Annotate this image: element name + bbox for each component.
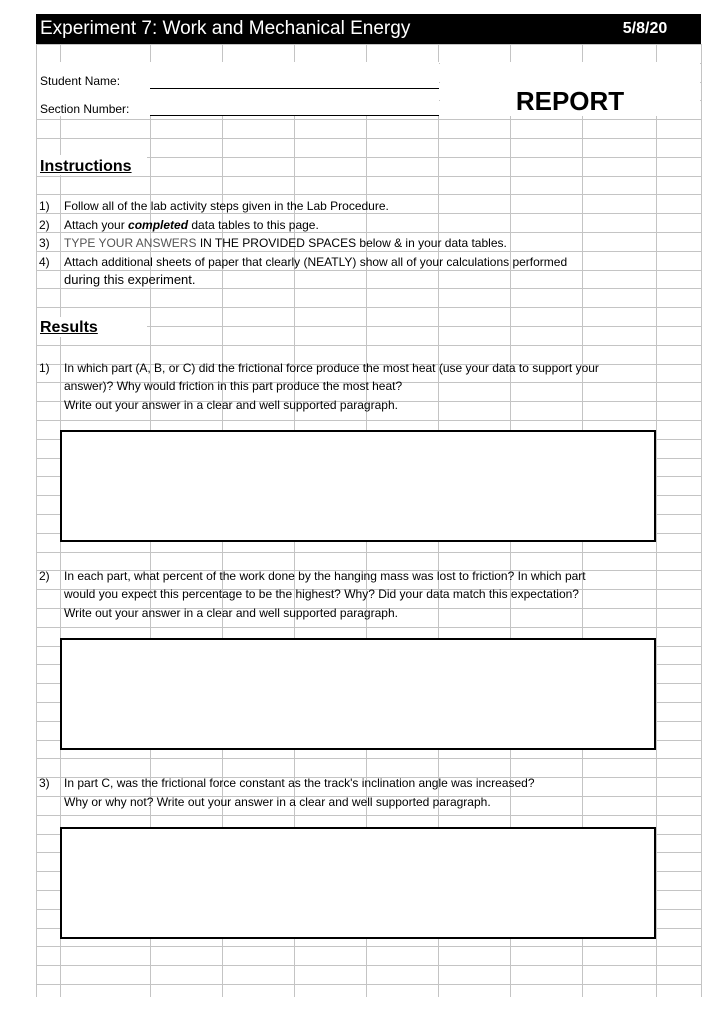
answer-box-3[interactable] bbox=[60, 827, 656, 939]
instruction-number: 3) bbox=[39, 236, 50, 250]
question-text: would you expect this percentage to be the highest? Why? Did your data match this expectation? bbox=[64, 587, 579, 601]
student-name-label: Student Name: bbox=[40, 74, 121, 88]
section-number-label: Section Number: bbox=[40, 102, 130, 116]
instruction-text-continued: during this experiment. bbox=[64, 272, 196, 287]
report-date: 5/8/20 bbox=[622, 20, 668, 37]
question-text: In part C, was the frictional force constant as the track's inclination angle was increased? bbox=[64, 776, 535, 790]
question-number: 1) bbox=[39, 361, 50, 375]
question-text: Write out your answer in a clear and well supported paragraph. bbox=[64, 606, 398, 620]
student-name-field[interactable] bbox=[150, 88, 439, 89]
instruction-text: TYPE YOUR ANSWERS IN THE PROVIDED SPACES below & in your data tables. bbox=[64, 236, 507, 250]
results-heading: Results bbox=[40, 319, 98, 336]
question-number: 2) bbox=[39, 569, 50, 583]
answer-box-2[interactable] bbox=[60, 638, 656, 750]
question-text: Write out your answer in a clear and well supported paragraph. bbox=[64, 398, 398, 412]
report-label: REPORT bbox=[515, 86, 625, 116]
question-text: Why or why not? Write out your answer in a clear and well supported paragraph. bbox=[64, 795, 491, 809]
section-number-field[interactable] bbox=[150, 115, 439, 116]
question-number: 3) bbox=[39, 776, 50, 790]
answer-box-1[interactable] bbox=[60, 430, 656, 542]
instruction-number: 2) bbox=[39, 218, 50, 232]
instruction-text: Follow all of the lab activity steps given in the Lab Procedure. bbox=[64, 199, 389, 213]
page-title: Experiment 7: Work and Mechanical Energy bbox=[40, 18, 411, 39]
question-text: In which part (A, B, or C) did the frictional force produce the most heat (use your data to support your bbox=[64, 361, 599, 375]
question-text: answer)? Why would friction in this part produce the most heat? bbox=[64, 379, 403, 393]
question-text: In each part, what percent of the work done by the hanging mass was lost to friction? In which part bbox=[64, 569, 586, 583]
instructions-heading: Instructions bbox=[40, 158, 132, 175]
instruction-number: 1) bbox=[39, 199, 50, 213]
emphasis-completed: completed bbox=[128, 218, 189, 232]
instruction-number: 4) bbox=[39, 255, 50, 269]
instruction-text: Attach your completed data tables to this page. bbox=[64, 218, 319, 232]
instruction-text: Attach additional sheets of paper that clearly (NEATLY) show all of your calculations performed bbox=[64, 255, 568, 269]
